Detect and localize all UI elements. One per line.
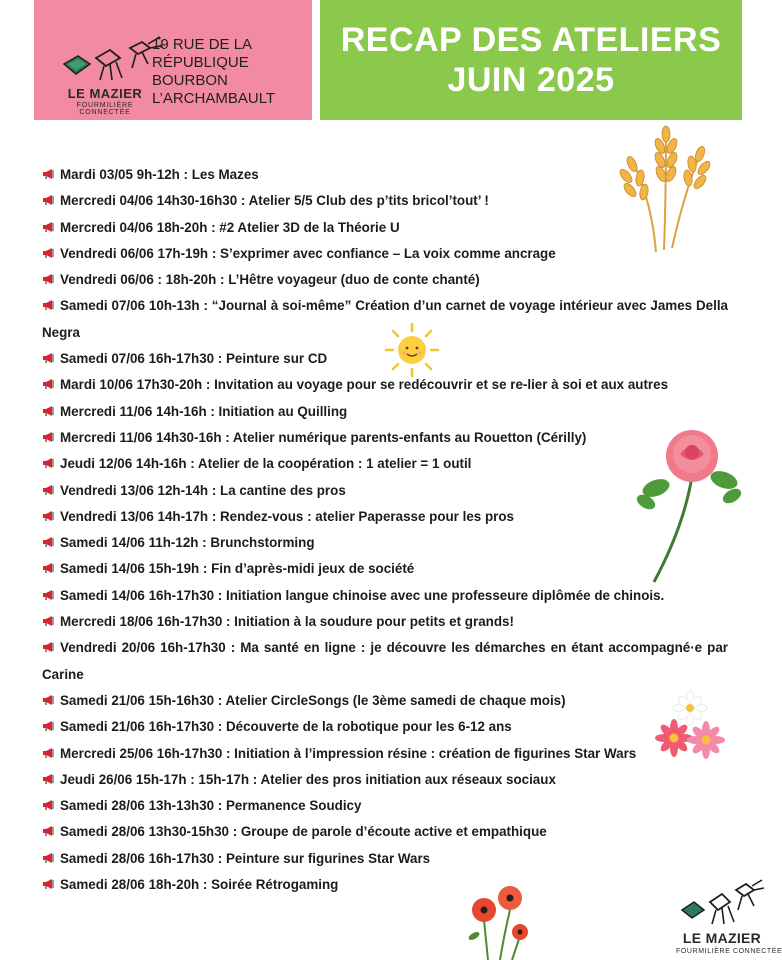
workshop-list-item xyxy=(42,162,728,188)
workshop-text: Samedi 28/06 13h30-15h30 : Groupe de parole d’écoute active et empathique xyxy=(60,824,547,840)
workshop-list-item xyxy=(42,819,728,845)
workshop-list-item xyxy=(42,530,728,556)
megaphone-icon xyxy=(42,405,56,417)
megaphone-icon xyxy=(42,562,56,574)
megaphone-icon xyxy=(42,484,56,496)
workshop-text: Vendredi 20/06 16h-17h30 : Ma santé en ligne : je découvre les démarches en étant accompagné·e par Carine xyxy=(42,640,728,682)
title-panel xyxy=(320,0,742,120)
megaphone-icon xyxy=(42,536,56,548)
workshop-text: Samedi 28/06 16h-17h30 : Peinture sur figurines Star Wars xyxy=(60,850,431,866)
workshop-list-item xyxy=(42,767,728,793)
page-title-line2: JUIN 2025 xyxy=(447,61,615,99)
workshop-text: Mardi 03/05 9h-12h : Les Mazes xyxy=(60,167,259,182)
workshop-list-item xyxy=(42,609,728,635)
page-title-line1: RECAP DES ATELIERS xyxy=(340,21,722,59)
header-address-panel xyxy=(34,0,312,120)
footer-logo-name: LE MAZIER xyxy=(682,930,762,946)
workshop-text: Vendredi 13/06 14h-17h : Rendez-vous : atelier Paperasse pour les pros xyxy=(60,508,514,524)
workshop-list-item xyxy=(42,846,728,872)
megaphone-icon xyxy=(42,352,56,364)
megaphone-icon xyxy=(42,852,56,864)
workshop-list-item xyxy=(42,556,728,582)
address-line: 19 RUE DE LA xyxy=(152,36,253,53)
workshop-list-item xyxy=(42,215,728,241)
workshop-text: Vendredi 13/06 12h-14h : La cantine des pros xyxy=(60,482,346,498)
megaphone-icon xyxy=(42,720,56,732)
workshop-text: Jeudi 12/06 14h-16h : Atelier de la coopération : 1 atelier = 1 outil xyxy=(60,456,472,472)
workshop-list-item xyxy=(42,583,728,609)
megaphone-icon xyxy=(42,378,56,390)
workshop-text: Mercredi 25/06 16h-17h30 : Initiation à l’impression résine : création de figurines Star Wars xyxy=(60,745,637,761)
workshop-text: Vendredi 06/06 : 18h-20h : L’Hêtre voyageur (duo de conte chanté) xyxy=(60,272,480,288)
megaphone-icon xyxy=(42,194,56,206)
workshop-list-item xyxy=(42,372,728,398)
megaphone-icon xyxy=(42,247,56,259)
workshop-list-item xyxy=(42,872,728,898)
workshop-text: Samedi 14/06 16h-17h30 : Initiation langue chinoise avec une professeure diplômée de chinois. xyxy=(60,587,665,603)
megaphone-icon xyxy=(42,773,56,785)
workshop-text: Mercredi 18/06 16h-17h30 : Initiation à la soudure pour petits et grands! xyxy=(60,614,514,630)
megaphone-icon xyxy=(42,457,56,469)
workshop-text: Mardi 10/06 17h30-20h : Invitation au voyage pour se redécouvrir et se re-lier à soi et aux autres xyxy=(60,377,669,393)
workshop-text: Samedi 07/06 10h-13h : “Journal à soi-même” Création d’un carnet de voyage intérieur avec James Della Negra xyxy=(42,298,728,340)
workshop-text: Samedi 28/06 18h-20h : Soirée Rétrogaming xyxy=(60,877,339,893)
workshop-text: Samedi 14/06 11h-12h : Brunchstorming xyxy=(60,535,315,551)
workshop-list-item xyxy=(42,425,728,451)
megaphone-icon xyxy=(42,615,56,627)
megaphone-icon xyxy=(42,589,56,601)
megaphone-icon xyxy=(42,878,56,890)
address-block xyxy=(152,36,312,108)
workshop-text: Samedi 07/06 16h-17h30 : Peinture sur CD xyxy=(60,351,328,367)
workshop-list-item xyxy=(42,241,728,267)
megaphone-icon xyxy=(42,825,56,837)
workshop-text: Samedi 28/06 13h-13h30 : Permanence Soudicy xyxy=(60,798,362,814)
megaphone-icon xyxy=(42,221,56,233)
footer-logo-tagline: FOURMILIÈRE CONNECTÉE xyxy=(676,948,782,955)
footer-logo xyxy=(676,874,782,960)
workshop-list-item xyxy=(42,293,728,346)
workshop-list-item xyxy=(42,478,728,504)
logo-tagline: FOURMILIÈRE CONNECTÉE xyxy=(76,102,134,116)
workshop-list-item xyxy=(42,504,728,530)
workshop-list xyxy=(42,162,728,898)
workshop-list-item xyxy=(42,451,728,477)
workshop-list-item xyxy=(42,188,728,214)
megaphone-icon xyxy=(42,299,56,311)
address-line: BOURBON xyxy=(152,72,228,89)
workshop-text: Mercredi 04/06 18h-20h : #2 Atelier 3D de la Théorie U xyxy=(60,219,400,235)
megaphone-icon xyxy=(42,168,56,180)
workshop-text: Mercredi 11/06 14h30-16h : Atelier numérique parents-enfants au Rouetton (Cérilly) xyxy=(60,429,587,445)
megaphone-icon xyxy=(42,799,56,811)
workshop-list-item xyxy=(42,714,728,740)
workshop-text: Vendredi 06/06 17h-19h : S’exprimer avec confiance – La voix comme ancrage xyxy=(60,245,556,261)
megaphone-icon xyxy=(42,694,56,706)
megaphone-icon xyxy=(42,641,56,653)
workshop-list-item xyxy=(42,346,728,372)
workshop-list-item xyxy=(42,399,728,425)
workshop-list-item xyxy=(42,688,728,714)
workshop-text: Mercredi 11/06 14h-16h : Initiation au Quilling xyxy=(60,403,348,419)
workshop-list-item xyxy=(42,793,728,819)
ant-logo-icon xyxy=(676,874,768,930)
megaphone-icon xyxy=(42,510,56,522)
megaphone-icon xyxy=(42,747,56,759)
workshop-list-item xyxy=(42,741,728,767)
workshop-list-item xyxy=(42,635,728,688)
workshop-text: Mercredi 04/06 14h30-16h30 : Atelier 5/5 Club des p’tits bricol’tout’ ! xyxy=(60,193,489,209)
logo-name: LE MAZIER xyxy=(67,86,143,101)
megaphone-icon xyxy=(42,273,56,285)
workshop-list-item xyxy=(42,267,728,293)
megaphone-icon xyxy=(42,431,56,443)
address-line: L’ARCHAMBAULT xyxy=(152,90,276,107)
workshop-text: Samedi 21/06 15h-16h30 : Atelier CircleSongs (le 3ème samedi de chaque mois) xyxy=(60,692,566,708)
workshop-text: Samedi 21/06 16h-17h30 : Découverte de la robotique pour les 6-12 ans xyxy=(60,719,512,735)
workshop-text: Samedi 14/06 15h-19h : Fin d’après-midi jeux de société xyxy=(60,561,415,577)
address-line: RÉPUBLIQUE xyxy=(152,54,249,71)
workshop-text: Jeudi 26/06 15h-17h : 15h-17h : Atelier des pros initiation aux réseaux sociaux xyxy=(60,771,556,787)
